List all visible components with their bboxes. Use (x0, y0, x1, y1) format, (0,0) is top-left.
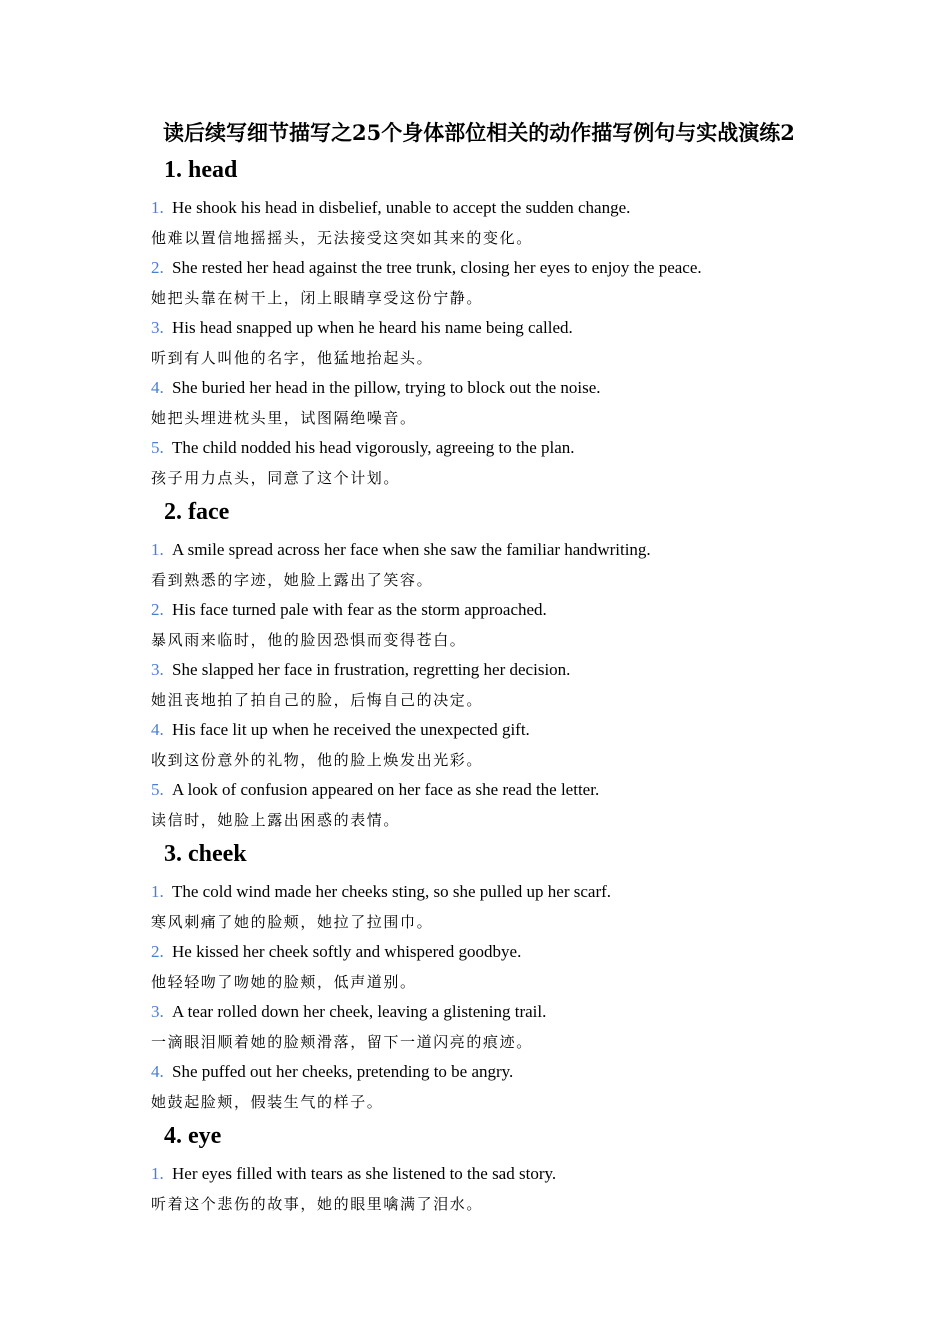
english-sentence: 1. A smile spread across her face when she saw the familiar handwriting. (151, 538, 651, 562)
item-number: 4. (151, 720, 164, 739)
english-sentence: 2. He kissed her cheek softly and whispered goodbye. (151, 940, 521, 964)
chinese-translation: 看到熟悉的字迹，她脸上露出了笑容。 (151, 571, 434, 589)
item-number: 4. (151, 378, 164, 397)
chinese-translation: 收到这份意外的礼物，他的脸上焕发出光彩。 (151, 751, 484, 769)
english-sentence: 1. Her eyes filled with tears as she listened to the sad story. (151, 1162, 556, 1186)
english-sentence: 3. A tear rolled down her cheek, leaving a glistening trail. (151, 1000, 546, 1024)
english-sentence: 5. The child nodded his head vigorously, agreeing to the plan. (151, 436, 575, 460)
item-number: 3. (151, 318, 164, 337)
section-heading: 3. cheek (164, 841, 247, 867)
chinese-translation: 她鼓起脸颊，假装生气的样子。 (151, 1093, 384, 1111)
page-title: 读后续写细节描写之25个身体部位相关的动作描写例句与实战演练2 (163, 120, 795, 145)
item-number: 1. (151, 882, 164, 901)
item-number: 2. (151, 600, 164, 619)
chinese-translation: 孩子用力点头，同意了这个计划。 (151, 469, 401, 487)
chinese-translation: 一滴眼泪顺着她的脸颊滑落，留下一道闪亮的痕迹。 (151, 1033, 533, 1051)
item-number: 5. (151, 780, 164, 799)
english-sentence: 5. A look of confusion appeared on her face as she read the letter. (151, 778, 599, 802)
english-sentence: 2. She rested her head against the tree trunk, closing her eyes to enjoy the peace. (151, 256, 702, 280)
chinese-translation: 他难以置信地摇摇头，无法接受这突如其来的变化。 (151, 229, 533, 247)
item-number: 2. (151, 258, 164, 277)
section-heading: 2. face (164, 499, 230, 525)
english-sentence: 4. She puffed out her cheeks, pretending to be angry. (151, 1060, 513, 1084)
chinese-translation: 他轻轻吻了吻她的脸颊，低声道别。 (151, 973, 417, 991)
item-number: 5. (151, 438, 164, 457)
chinese-translation: 听着这个悲伤的故事，她的眼里噙满了泪水。 (151, 1195, 484, 1213)
item-number: 1. (151, 1164, 164, 1183)
item-number: 3. (151, 1002, 164, 1021)
item-number: 3. (151, 660, 164, 679)
english-sentence: 3. She slapped her face in frustration, regretting her decision. (151, 658, 570, 682)
section-heading: 4. eye (164, 1123, 222, 1149)
item-number: 1. (151, 540, 164, 559)
english-sentence: 1. The cold wind made her cheeks sting, so she pulled up her scarf. (151, 880, 611, 904)
english-sentence: 4. His face lit up when he received the unexpected gift. (151, 718, 530, 742)
chinese-translation: 听到有人叫他的名字，他猛地抬起头。 (151, 349, 434, 367)
english-sentence: 2. His face turned pale with fear as the storm approached. (151, 598, 547, 622)
chinese-translation: 寒风刺痛了她的脸颊，她拉了拉围巾。 (151, 913, 434, 931)
chinese-translation: 她把头埋进枕头里，试图隔绝噪音。 (151, 409, 417, 427)
item-number: 4. (151, 1062, 164, 1081)
english-sentence: 1. He shook his head in disbelief, unable to accept the sudden change. (151, 196, 630, 220)
chinese-translation: 读信时，她脸上露出困惑的表情。 (151, 811, 401, 829)
section-heading: 1. head (164, 157, 238, 183)
chinese-translation: 暴风雨来临时，他的脸因恐惧而变得苍白。 (151, 631, 467, 649)
item-number: 1. (151, 198, 164, 217)
item-number: 2. (151, 942, 164, 961)
english-sentence: 4. She buried her head in the pillow, trying to block out the noise. (151, 376, 601, 400)
chinese-translation: 她把头靠在树干上，闭上眼睛享受这份宁静。 (151, 289, 484, 307)
chinese-translation: 她沮丧地拍了拍自己的脸，后悔自己的决定。 (151, 691, 484, 709)
english-sentence: 3. His head snapped up when he heard his name being called. (151, 316, 573, 340)
